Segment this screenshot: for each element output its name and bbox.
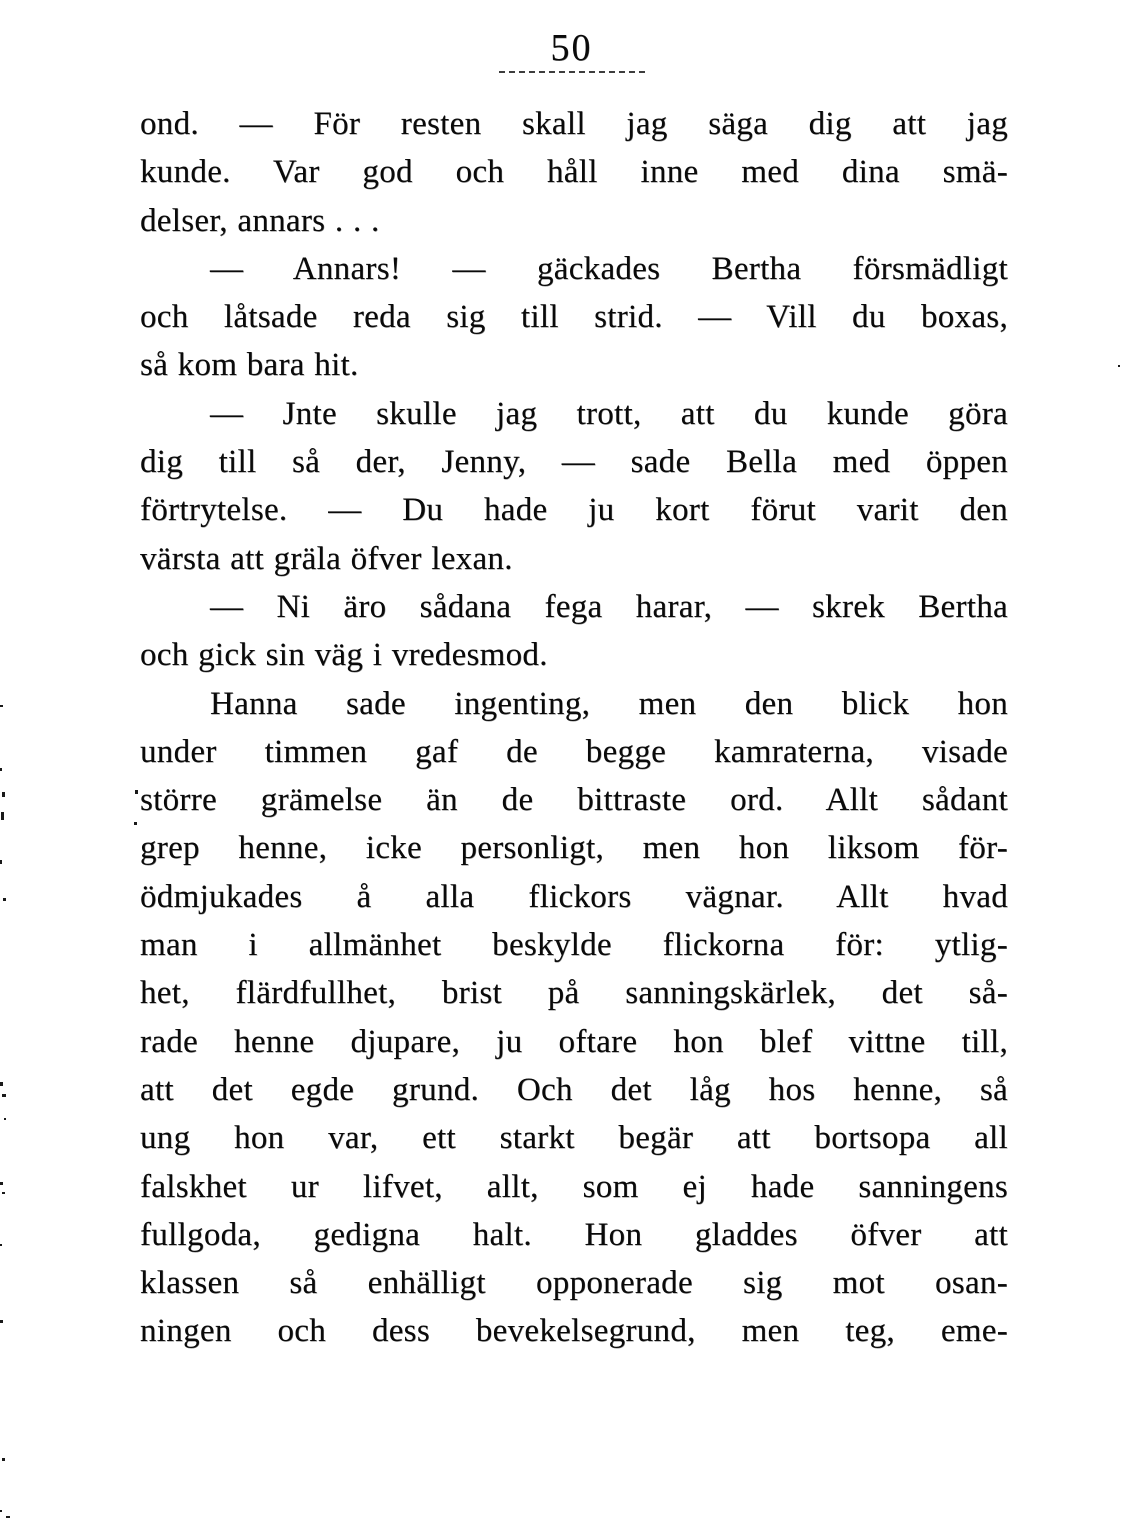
text-line: — Annars! — gäckades Bertha försmädligt <box>210 250 1008 287</box>
scan-speckle <box>0 705 3 707</box>
scan-speckle <box>4 1118 6 1120</box>
text-line: falskhet ur lifvet, allt, som ej hade sanningens <box>140 1168 1008 1205</box>
scan-speckle <box>1118 365 1120 367</box>
scan-speckle <box>0 1320 3 1323</box>
text-line: dig till så der, Jenny, — sade Bella med öppen <box>140 444 1008 481</box>
scan-speckle <box>0 1182 3 1185</box>
scan-speckle <box>0 768 2 771</box>
text-line: att det egde grund. Och det låg hos henne, så <box>140 1071 1008 1108</box>
text-line: förtrytelse. — Du hade ju kort förut varit den <box>140 492 1008 529</box>
scan-speckle <box>2 1458 5 1461</box>
text-line: man i allmänhet beskylde flickorna för: ytlig- <box>140 927 1008 964</box>
text-line: under timmen gaf de begge kamraterna, visade <box>140 733 1008 770</box>
text-line: klassen så enhälligt opponerade sig mot osan- <box>140 1265 1008 1302</box>
scan-speckle <box>6 1516 10 1518</box>
text-line: och gick sin väg i vredesmod. <box>140 637 548 674</box>
scan-speckle <box>0 1082 3 1086</box>
text-line: — Jnte skulle jag trott, att du kunde göra <box>210 395 1008 432</box>
scan-speckle <box>0 860 2 864</box>
text-line: större grämelse än de bittraste ord. Allt sådant <box>140 782 1008 819</box>
text-line: kunde. Var god och håll inne med dina smä- <box>140 154 1008 191</box>
text-line: grep henne, icke personligt, men hon liksom för- <box>140 830 1008 867</box>
scan-speckle <box>0 1244 2 1246</box>
scan-speckle <box>2 792 5 797</box>
text-line: het, flärdfullhet, brist på sanningskärlek, det så- <box>140 975 1008 1012</box>
text-line: rade henne djupare, ju oftare hon blef vittne till, <box>140 1023 1008 1060</box>
scan-speckle <box>134 822 137 825</box>
page-number-rule <box>499 71 645 73</box>
text-line: ung hon var, ett starkt begär att bortsopa all <box>140 1120 1008 1157</box>
scan-speckle <box>135 790 138 794</box>
scan-speckle <box>2 1094 6 1097</box>
text-line: ond. — För resten skall jag säga dig att jag <box>140 106 1008 142</box>
page-number: 50 <box>550 27 593 69</box>
text-line: så kom bara hit. <box>140 347 359 384</box>
text-line: ningen och dess bevekelsegrund, men teg, eme- <box>140 1313 1008 1350</box>
text-line: fullgoda, gedigna halt. Hon gladdes öfver att <box>140 1216 1008 1253</box>
body-text <box>140 100 1008 1356</box>
text-line: värsta att gräla öfver lexan. <box>140 540 513 577</box>
scan-speckle <box>1 812 4 820</box>
scan-speckle <box>0 1510 2 1512</box>
text-line: delser, annars . . . <box>140 202 380 239</box>
text-line: Hanna sade ingenting, men den blick hon <box>210 685 1008 722</box>
scan-speckle <box>2 1192 5 1194</box>
scan-speckle <box>3 898 6 901</box>
text-line: och låtsade reda sig till strid. — Vill du boxas, <box>140 299 1008 336</box>
text-line: ödmjukades å alla flickors vägnar. Allt hvad <box>140 878 1008 915</box>
text-line: — Ni äro sådana fega harar, — skrek Bertha <box>210 588 1008 625</box>
